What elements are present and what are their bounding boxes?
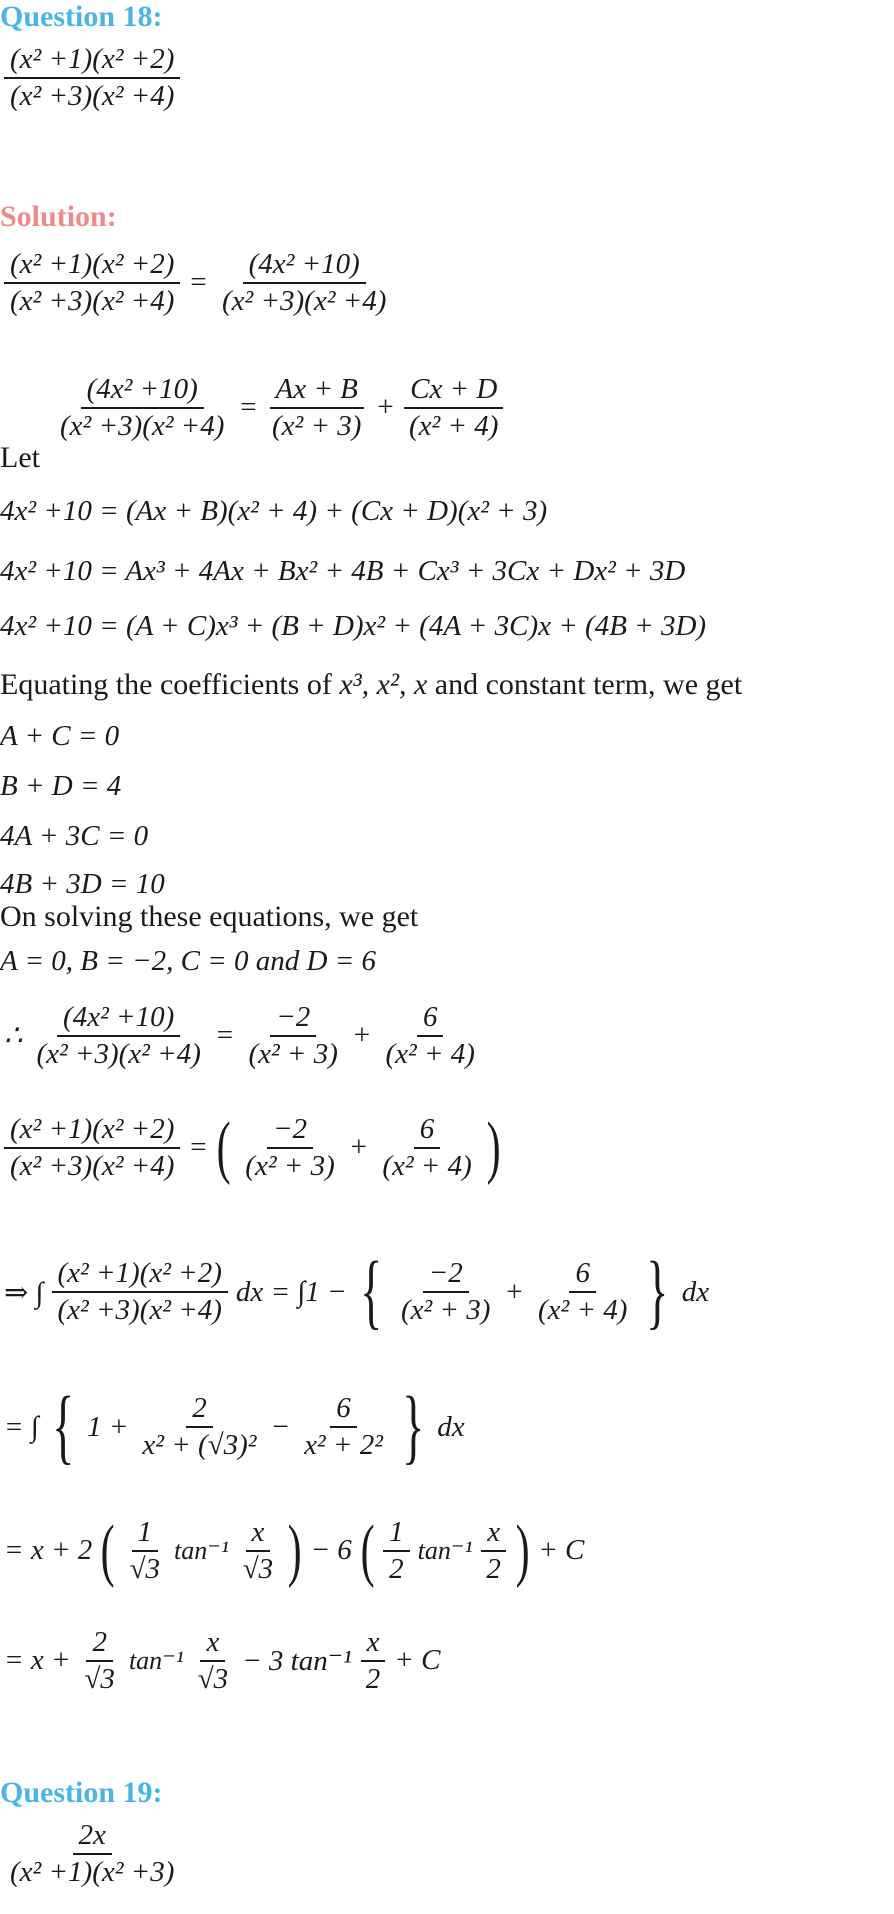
question-18-heading: Question 18: [0, 0, 163, 33]
fraction: $\frac{\text{(x² +1)(x² +2)}}{\text{(x² +3)(x² +4)}}$ [4, 42, 180, 114]
solving-text: On solving these equations, we get [0, 900, 419, 933]
coefficient-eq-4: 4B + 3D = 10 [0, 868, 165, 900]
solution-line-5: 4x² +10 = (A + C)x³ + (B + D)x² + (4A + 3C)x + (4B + 3D) [0, 610, 707, 642]
solution-equation-8: ⇒ ∫ $\frac{\text{(x² +1)(x² +2)}}{\text{(x² +3)(x² +4)}}$ dx = ∫1 − { $\frac{-2}{\text{(x² + 3)}}$ + $\frac{6}{\text{(x² + 4)}}$ } dx [4, 1245, 710, 1338]
solution-equation-10: = x + 2 ( $\frac{1}{√3}$ tan⁻¹ $\frac{x}{√3}$ ) − 6 ( $\frac{1}{2}$ tan⁻¹ $\frac{x}{2}$ ) + C [4, 1511, 585, 1589]
question-19-heading: Question 19: [0, 1776, 163, 1809]
solution-heading: Solution: [0, 200, 117, 233]
question-19-expression [0, 1818, 184, 1890]
solution-equation-9: = ∫ { 1 + $\frac{2}{\text{x² + (√3)²}}$ − $\frac{6}{\text{x² + 2²}}$ } dx [4, 1380, 465, 1473]
coefficient-eq-2: B + D = 4 [0, 770, 122, 802]
solution-equation-7: $\frac{\text{(x² +1)(x² +2)}}{\text{(x² +3)(x² +4)}}$ = ( $\frac{-2}{\text{(x² + 3)}}$ + $\frac{6}{\text{(x² + 4)}}$ ) [0, 1112, 505, 1184]
solution-equation-2: $\frac{\text{(4x² +10)}}{\text{(x² +3)(x² +4)}}$ = $\frac{Ax + B}{\text{(x² + 3)}}$ + $\frac{Cx + D}{\text{(x² + 4)}}$ [50, 372, 508, 444]
equating-text: Equating the coefficients of x³, x², x and constant term, we get [0, 668, 743, 701]
solution-line-4: 4x² +10 = Ax³ + 4Ax + Bx² + 4B + Cx³ + 3Cx + Dx² + 3D [0, 555, 686, 587]
fraction: $\frac{2x}{\text{(x² +1)(x² +3)}}$ [10, 1819, 175, 1888]
let-label: Let [0, 441, 40, 474]
question-18-expression [0, 42, 184, 114]
solution-line-3: 4x² +10 = (Ax + B)(x² + 4) + (Cx + D)(x² + 3) [0, 495, 548, 527]
coefficient-eq-1: A + C = 0 [0, 720, 120, 752]
solution-equation-1: $\frac{\text{(x² +1)(x² +2)}}{\text{(x² +3)(x² +4)}}$ = $\frac{\text{(4x² +10)}}{\text{(x² +3)(x² +4)}}$ [0, 247, 396, 319]
solved-values: A = 0, B = −2, C = 0 and D = 6 [0, 945, 377, 977]
solution-equation-6: ∴ $\frac{\text{(4x² +10)}}{\text{(x² +3)(x² +4)}}$ = $\frac{-2}{\text{(x² + 3)}}$ + $\frac{6}{\text{(x² + 4)}}$ [4, 1001, 475, 1070]
coefficient-eq-3: 4A + 3C = 0 [0, 820, 149, 852]
solution-equation-11: = x + $\frac{2}{√3}$ tan⁻¹ $\frac{x}{√3}$ − 3 tan⁻¹ $\frac{x}{2}$ + C [4, 1626, 441, 1695]
